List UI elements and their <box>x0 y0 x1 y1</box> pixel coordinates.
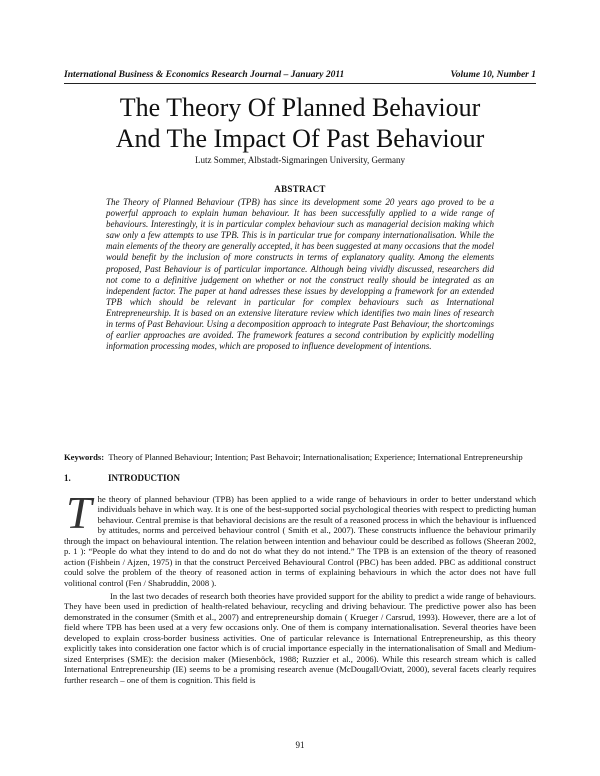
paragraph-1-text: he theory of planned behaviour (TPB) has been applied to a wide range of behaviours in order to better understand which individuals behave in which way. It is one of the best-supported social psychological theories with respect to predicting human behaviour. Central premise is that behavioral decisions are the result of a reasoned process in which the behaviour is influenced by attitudes, norms and perceived behaviour control ( Smith et al., 2007). These constructs influence the behaviour primarily through the impact on behavioural intention. The relation between intention and behaviour could be described as follows (Sheeran 2002, p. 1 ): “People do what they intend to do and do not do what they do not intend.” The TPB is an extension of the theory of reasoned action (Fishbein / Ajzen, 1975) in that the construct Perceived Behavioural Control (PBC) has been added. PBC as additional construct could solve the problem of the theory of reasoned action in terms of explaining behaviours in which the actor does not have full volitional control (Fen / Shabruddin, 2008 ). <box>64 494 536 588</box>
body-paragraph <box>64 487 536 588</box>
section-number: 1. <box>64 473 71 483</box>
keywords-text: Theory of Planned Behaviour; Intention; Past Behavoir; Internationalisation; Experience; International Entrepreneurship <box>108 452 523 462</box>
body-paragraph: In the last two decades of research both theories have provided support for the ability to predict a wide range of behaviours. They have been used in prediction of health-related behaviour, recycling and driving behaviour. The predictive power also has been demonstrated in the consumer (Smith et al., 2007) and entrepreneurship domain ( Krueger / Carsrud, 1993). However, there are a lot of field where TPB has been used at a very few occasions only. One of them is company internationalisation. Several theories have been developed to explain cross-border business activities. One of particular relevance is International Entrepreneurship, as this theory explicitly takes into consideration one factor which is of crucial importance especially in the internationalisation of Small and Medium-sized Enterprises (SME): the decision maker (Miesenböck, 1988; Ruzzier et al., 2006). While this research stream which is called International Entrepreneurship (IE) seems to be a promising research avenue (McDougall/Oviatt, 2000), several facets clearly requires further research – one of them is cognition. This field is <box>64 591 536 685</box>
drop-cap: T <box>66 487 92 538</box>
section-heading <box>64 473 180 483</box>
journal-name: International Business & Economics Research Journal – January 2011 <box>64 70 345 80</box>
author-line: Lutz Sommer, Albstadt-Sigmaringen University, Germany <box>194 155 406 165</box>
keywords-label: Keywords: <box>64 452 105 462</box>
running-header <box>64 70 536 80</box>
section-title: INTRODUCTION <box>108 473 181 483</box>
keywords <box>64 452 536 463</box>
page-number: 91 <box>295 740 305 750</box>
title-line-2: And The Impact Of Past Behaviour <box>115 124 485 153</box>
abstract-text: The Theory of Planned Behaviour (TPB) has since its development some 20 years ago proved to be a powerful approach to explain human behaviour. It has been successfully applied to a wide range of behaviours. Interestingly, it is in particular complex behaviour such as managerial decision making which saw only a few attempts to use TPB. This is in particular true for company internationalisation. While the main elements of the theory are generally accepted, it has been suggested at many occasions that the model would benefit by the inclusion of more constructs in terms of explanatory quality. Among the elements proposed, Past Behaviour is of particular importance. Although being vividly discussed, researchers did not come to a definitive judgement on whether or not the construct really should be integrated as an independent factor. The paper at hand adresses these issues by developping a framework for an extended TPB which should be relevant in particular for complex behaviours such as International Entrepreneurship. It is based on an extensive literature review which identifies two main lines of research in terms of Past Behaviour. Using a decomposition approach to integrate Past Behaviour, the shortcomings of earlier approaches are avoided. The framework features a second contribution by explicitly modelling information processing modes, which are proposed to influence development of intentions. <box>106 197 494 352</box>
abstract-heading: ABSTRACT <box>274 184 326 194</box>
volume-number: Volume 10, Number 1 <box>450 70 536 80</box>
title-line-1: The Theory Of Planned Behaviour <box>119 93 481 122</box>
header-rule <box>64 83 536 84</box>
paper-title <box>64 92 536 154</box>
